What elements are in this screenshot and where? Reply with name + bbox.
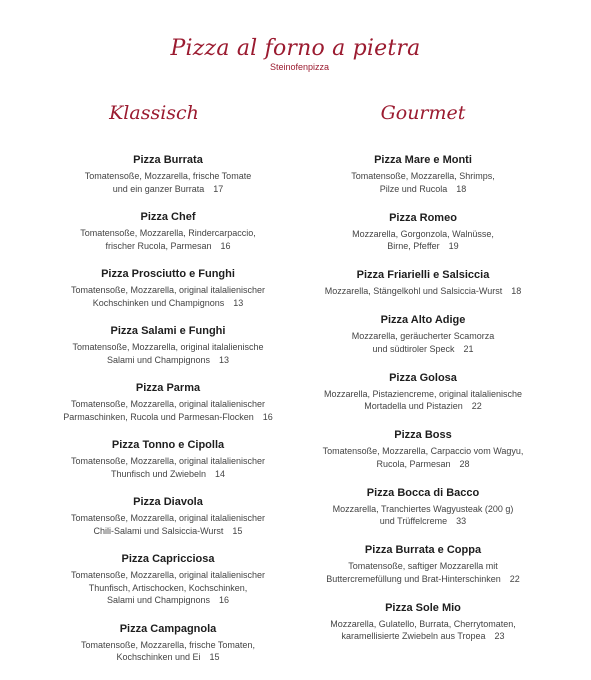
description-line [43, 183, 293, 196]
menu-item-description [298, 388, 548, 413]
menu-item [298, 371, 548, 413]
description-text: Tomatensoße, Mozzarella, frische Tomate [84, 171, 252, 181]
description-line [43, 455, 293, 468]
menu-item-price: 16 [219, 595, 230, 605]
menu-item-price: 33 [456, 516, 467, 526]
description-text: Birne, Pfeffer [387, 241, 440, 251]
menu-item [43, 381, 293, 423]
menu-item-description [43, 398, 293, 423]
menu-item-name: Pizza Burrata [133, 154, 203, 166]
description-text: und südtiroler Speck [372, 343, 455, 354]
description-text: Mortadella und Pistazien [364, 401, 463, 411]
menu-item-name: Pizza Mare e Monti [374, 154, 472, 166]
description-text: Tomatensoße, Mozzarella, Rindercarpaccio, [80, 228, 256, 238]
menu-item-price: 19 [448, 241, 459, 251]
menu-item [298, 601, 548, 643]
description-line [298, 343, 548, 356]
description-line [43, 398, 293, 411]
menu-item [43, 552, 293, 607]
menu-item-price: 17 [213, 183, 224, 194]
menu-item-price: 13 [219, 354, 230, 365]
description-line [43, 525, 293, 538]
description-line [43, 411, 293, 424]
menu-item-price: 16 [262, 411, 273, 422]
menu-item-price: 15 [232, 525, 243, 536]
description-line [298, 388, 548, 401]
description-line [43, 170, 293, 183]
description-text: Parmaschinken, Rucola und Parmesan-Flocken [63, 411, 254, 422]
menu-header [0, 34, 591, 74]
menu-item-price: 22 [509, 573, 520, 584]
description-line [43, 341, 293, 354]
description-text: Kochschinken und Champignons [92, 297, 225, 308]
menu-item-price: 13 [233, 297, 244, 308]
description-text: karamellisierte Zwiebeln aus Tropea [341, 631, 486, 641]
description-text: Tomatensoße, Mozzarella, original italalienischer [70, 513, 266, 523]
menu-item-name: Pizza Tonno e Cipolla [111, 439, 225, 451]
description-line [298, 445, 548, 458]
menu-item-name: Pizza Burrata e Coppa [364, 544, 482, 556]
description-line [298, 573, 548, 586]
menu-item-description [43, 170, 293, 195]
menu-item [43, 438, 293, 480]
menu-item-name: Pizza Bocca di Bacco [366, 486, 480, 499]
menu-item-description [298, 285, 548, 298]
menu-item [298, 486, 548, 528]
menu-item [298, 313, 548, 355]
menu-item-name: Pizza Boss [394, 429, 452, 441]
menu-item-name: Pizza Chef [140, 211, 196, 223]
menu-item-description [298, 170, 548, 195]
description-text: und Trüffelcreme [379, 516, 448, 526]
description-text: Tomatensoße, Mozzarella, Shrimps, [351, 171, 495, 181]
menu-item-name: Pizza Salami e Funghi [110, 325, 226, 337]
gourmet-items [298, 153, 548, 643]
description-line [298, 285, 548, 298]
description-line [298, 183, 548, 196]
menu-item [298, 153, 548, 195]
description-line [43, 594, 293, 607]
menu-subtitle: Steinofenpizza [269, 62, 330, 72]
menu-item-price: 23 [494, 631, 505, 641]
menu-item [298, 428, 548, 470]
description-text: Pilze und Rucola [379, 183, 448, 194]
menu-item [43, 324, 293, 366]
menu-item-description [43, 639, 293, 664]
description-text: Mozzarella, geräucherter Scamorza [351, 331, 495, 341]
menu-item-description [298, 330, 548, 355]
classic-items [43, 153, 293, 664]
description-text: Mozzarella, Pistaziencreme, original italalienische [323, 388, 523, 399]
menu-item-name: Pizza Prosciutto e Funghi [101, 268, 235, 280]
description-line [43, 639, 293, 652]
menu-item-name: Pizza Diavola [133, 496, 203, 508]
description-text: Thunfisch, Artischocken, Kochschinken, [88, 582, 248, 593]
description-text: Tomatensoße, Mozzarella, original italalienischer [70, 285, 266, 295]
description-text: Chili-Salami und Salsiccia-Wurst [93, 525, 224, 536]
menu-item-price: 18 [511, 286, 522, 296]
menu-item [298, 543, 548, 585]
description-line [43, 227, 293, 240]
description-text: Salami und Champignons [106, 595, 211, 605]
description-text: Tomatensoße, Mozzarella, original italalienischer [70, 570, 266, 580]
gourmet-column [298, 98, 548, 658]
menu-item-price: 22 [471, 401, 482, 411]
description-text: Mozzarella, Stängelkohl und Salsiccia-Wurst [324, 286, 503, 296]
description-line [43, 354, 293, 367]
description-text: Tomatensoße, saftiger Mozzarella mit [348, 561, 498, 571]
menu-item-name: Pizza Golosa [389, 371, 457, 384]
description-line [298, 228, 548, 241]
menu-item-name: Pizza Sole Mio [385, 601, 461, 614]
description-line [43, 284, 293, 297]
menu-item-description [43, 512, 293, 537]
description-line [298, 630, 548, 643]
classic-heading: Klassisch [109, 102, 199, 124]
menu-item-name: Pizza Capricciosa [121, 553, 215, 565]
menu-item-price: 15 [209, 652, 220, 662]
menu-item-description [298, 503, 548, 528]
description-line [298, 170, 548, 183]
classic-column [43, 98, 293, 679]
menu-item-description [298, 445, 548, 470]
menu-item [298, 268, 548, 298]
description-line [298, 240, 548, 253]
menu-item-description [43, 284, 293, 309]
menu-item-price: 21 [463, 343, 474, 354]
description-line [298, 503, 548, 516]
description-text: Rucola, Parmesan [376, 458, 451, 469]
description-text: Tomatensoße, Mozzarella, original italalienischer [70, 399, 266, 409]
menu-item-description [43, 227, 293, 252]
description-text: Salami und Champignons [106, 354, 211, 365]
description-text: Buttercremefüllung und Brat-Hinterschinken [326, 573, 501, 584]
description-line [43, 297, 293, 310]
gourmet-heading: Gourmet [380, 102, 466, 124]
menu-item-name: Pizza Romeo [389, 211, 457, 224]
description-text: Tomatensoße, Mozzarella, Carpaccio vom Wagyu, [322, 446, 524, 456]
description-text: frischer Rucola, Parmesan [105, 240, 212, 251]
menu-item [43, 267, 293, 309]
description-text: Tomatensoße, Mozzarella, frische Tomaten, [81, 639, 255, 650]
menu-item-description [298, 560, 548, 585]
description-line [43, 651, 293, 664]
description-line [43, 468, 293, 481]
menu-title: Pizza al forno a pietra [170, 36, 421, 61]
menu-item-name: Pizza Alto Adige [380, 314, 466, 326]
menu-item-description [298, 228, 548, 253]
menu-item-price: 14 [215, 468, 226, 479]
menu-item [298, 211, 548, 253]
description-line [43, 582, 293, 595]
description-line [43, 240, 293, 253]
menu-item-name: Pizza Campagnola [119, 622, 217, 635]
description-line [298, 515, 548, 528]
menu-item-price: 28 [459, 458, 470, 469]
menu-item-description [43, 569, 293, 607]
menu-item-description [43, 341, 293, 366]
description-text: Mozzarella, Tranchiertes Wagyusteak (200 g) [332, 503, 514, 514]
description-text: und ein ganzer Burrata [112, 183, 205, 194]
menu-item [43, 622, 293, 664]
menu-item-description [298, 618, 548, 643]
menu-item-name: Pizza Parma [135, 382, 201, 394]
description-line [298, 400, 548, 413]
description-text: Tomatensoße, Mozzarella, original italalienischer [70, 456, 266, 466]
description-line [43, 569, 293, 582]
menu-item-description [43, 455, 293, 480]
menu-item-price: 16 [220, 240, 231, 251]
description-text: Mozzarella, Gorgonzola, Walnüsse, [352, 228, 494, 239]
menu-item [43, 210, 293, 252]
description-line [298, 458, 548, 471]
menu-item [43, 495, 293, 537]
description-line [298, 618, 548, 631]
description-line [298, 330, 548, 343]
description-text: Mozzarella, Gulatello, Burrata, Cherrytomaten, [330, 618, 516, 629]
description-text: Tomatensoße, Mozzarella, original italalienische [72, 342, 264, 352]
description-text: Kochschinken und Ei [116, 652, 201, 662]
menu-item-name: Pizza Friarielli e Salsiccia [356, 269, 490, 281]
description-line [298, 560, 548, 573]
menu-item-price: 18 [456, 183, 467, 194]
description-text: Thunfisch und Zwiebeln [110, 468, 207, 479]
description-line [43, 512, 293, 525]
menu-item [43, 153, 293, 195]
